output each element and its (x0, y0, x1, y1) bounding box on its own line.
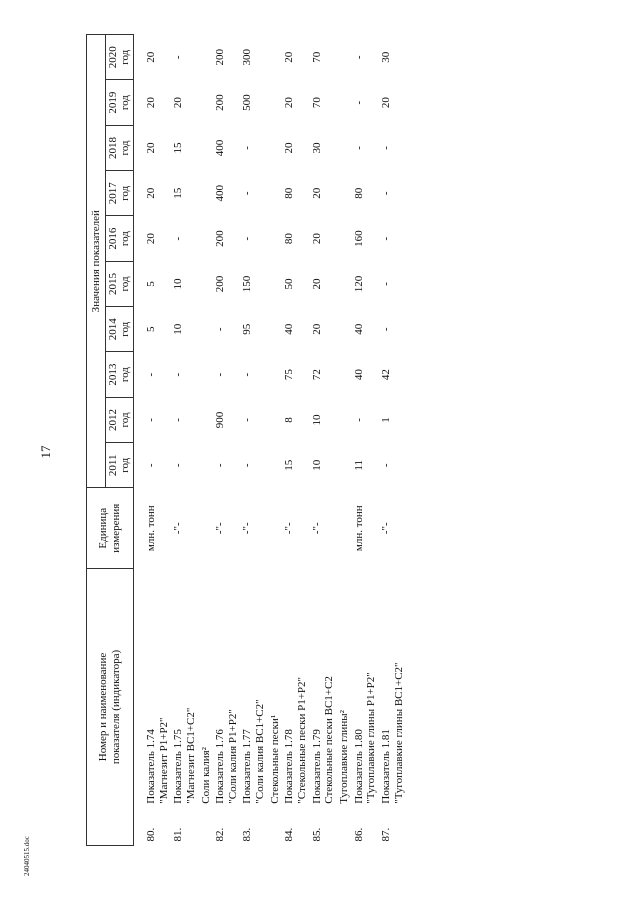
value-cell: 10 (310, 414, 323, 426)
section-row (268, 35, 283, 846)
value-cell (268, 443, 283, 488)
value-cell: 15 (172, 142, 185, 154)
value-cell: 15 (283, 459, 296, 471)
value-cell: - (241, 418, 254, 422)
value-cell: 20 (283, 51, 296, 63)
value-cell (268, 216, 283, 261)
value-cell (337, 125, 352, 170)
value-cell: - (214, 463, 227, 468)
value-cell (199, 35, 214, 80)
table-row (171, 35, 198, 846)
value-cell: - (214, 327, 227, 332)
header-year: 2013 год (106, 352, 134, 397)
value-cell (337, 216, 352, 261)
indicator-name: Показатель 1.79 Стекольные пески ВС1+С2 (310, 676, 336, 804)
value-cell: 200 (214, 48, 227, 66)
table-row (282, 35, 309, 846)
value-cell: 80 (283, 187, 296, 199)
value-cell: 15 (172, 187, 185, 199)
header-year: 2019 год (106, 80, 134, 125)
section-row (199, 35, 214, 846)
value-cell (337, 261, 352, 306)
value-cell: 160 (352, 230, 365, 247)
value-cell: 80 (283, 233, 296, 245)
value-cell: 72 (310, 369, 323, 381)
value-cell: 20 (283, 142, 296, 154)
value-cell (199, 352, 214, 397)
value-cell: - (145, 418, 157, 422)
value-cell: - (352, 55, 365, 60)
section-row (337, 35, 352, 846)
value-cell: - (214, 372, 227, 377)
section-title: Стекольные пески¹ (268, 714, 281, 804)
value-cell: - (379, 282, 392, 286)
value-cell: 20 (145, 187, 157, 199)
indicator-name: Показатель 1.80 "Тугоплавкие глины Р1+Р2" (352, 672, 378, 804)
row-number: 80. (145, 827, 157, 842)
row-number: 86. (352, 827, 365, 842)
value-cell: 20 (379, 97, 392, 109)
indicator-name: Показатель 1.81 "Тугоплавкие глины ВС1+С2" (379, 662, 405, 804)
value-cell: 10 (310, 459, 323, 471)
value-cell (199, 443, 214, 488)
unit-cell: -"- (310, 522, 323, 535)
value-cell: 50 (283, 278, 296, 290)
indicator-name: Показатель 1.78 "Стекольные пески Р1+Р2" (283, 676, 309, 804)
value-cell: 42 (379, 369, 392, 381)
table-row (310, 35, 337, 846)
value-cell: 30 (310, 142, 323, 154)
value-cell (199, 397, 214, 442)
value-cell: - (145, 372, 157, 377)
value-cell: - (352, 418, 365, 422)
header-number-and-name: Номер и наименование показателя (индикатора) (87, 569, 134, 846)
unit-cell (337, 488, 352, 569)
value-cell (268, 171, 283, 216)
table-row (213, 35, 240, 846)
value-cell: 40 (352, 323, 365, 335)
value-cell: - (379, 327, 392, 332)
value-cell (199, 80, 214, 125)
unit-cell (199, 488, 214, 569)
value-cell: - (379, 463, 392, 468)
unit-cell: -"- (283, 522, 296, 535)
row-number: 85. (310, 827, 323, 842)
value-cell: - (379, 236, 392, 241)
indicators-table (86, 34, 406, 846)
value-cell: 70 (310, 97, 323, 109)
value-cell: 80 (352, 187, 365, 199)
value-cell (337, 443, 352, 488)
row-number (337, 808, 352, 846)
unit-cell: млн. тонн (145, 505, 157, 552)
value-cell: 300 (241, 48, 254, 66)
section-title: Тугоплавкие глины² (337, 710, 350, 804)
value-cell: 8 (283, 417, 296, 423)
unit-cell (268, 488, 283, 569)
table-row (352, 35, 379, 846)
value-cell: 20 (310, 323, 323, 335)
value-cell (337, 80, 352, 125)
value-cell: 1 (379, 417, 392, 423)
value-cell: - (241, 463, 254, 468)
header-year: 2014 год (106, 307, 134, 352)
header-year: 2020 год (106, 35, 134, 80)
value-cell (199, 261, 214, 306)
value-cell: - (352, 146, 365, 150)
value-cell: - (241, 146, 254, 150)
value-cell: - (172, 418, 185, 422)
indicator-name: Показатель 1.74 "Магнезит Р1+Р2" (145, 717, 170, 804)
value-cell: 20 (283, 97, 296, 109)
unit-cell: -"- (241, 522, 254, 535)
value-cell: - (172, 236, 185, 241)
value-cell: 120 (352, 275, 365, 293)
value-cell: 900 (214, 411, 227, 429)
value-cell: - (145, 463, 157, 468)
header-year: 2012 год (106, 397, 134, 442)
value-cell: - (241, 372, 254, 377)
value-cell: 200 (214, 275, 227, 293)
value-cell (268, 397, 283, 442)
row-number (268, 808, 283, 846)
value-cell: 20 (145, 51, 157, 63)
unit-cell: -"- (214, 522, 227, 535)
page-number: 17 (38, 445, 53, 459)
value-cell: 20 (145, 233, 157, 245)
value-cell: 75 (283, 369, 296, 381)
value-cell: 200 (214, 94, 227, 111)
header-year: 2011 год (106, 443, 134, 488)
header-year: 2017 год (106, 171, 134, 216)
value-cell: 20 (172, 97, 185, 109)
header-values: Значения показателей (87, 35, 106, 488)
value-cell (199, 171, 214, 216)
header-year: 2015 год (106, 261, 134, 306)
value-cell (268, 352, 283, 397)
header-year: 2018 год (106, 125, 134, 170)
value-cell: 20 (310, 233, 323, 245)
value-cell (337, 171, 352, 216)
value-cell (337, 352, 352, 397)
row-number: 84. (283, 827, 296, 842)
value-cell (268, 307, 283, 352)
indicator-name: Показатель 1.75 "Магнезит ВС1+С2" (172, 707, 197, 804)
value-cell: 40 (352, 369, 365, 381)
value-cell (268, 80, 283, 125)
value-cell: 200 (214, 230, 227, 247)
indicator-name: Показатель 1.77 "Соли калия ВС1+С2" (241, 699, 267, 804)
row-number: 82. (214, 827, 227, 842)
value-cell: 20 (145, 97, 157, 109)
value-cell: - (379, 146, 392, 150)
document-id: 24040515.doc (23, 836, 31, 876)
table-row (379, 35, 406, 846)
value-cell (268, 125, 283, 170)
value-cell: 400 (214, 185, 227, 202)
value-cell: 10 (172, 323, 185, 335)
value-cell: - (172, 463, 185, 468)
value-cell: - (379, 191, 392, 196)
value-cell: 95 (241, 323, 254, 335)
value-cell: 150 (241, 275, 254, 293)
value-cell (268, 261, 283, 306)
value-cell (337, 397, 352, 442)
row-number: 81. (172, 827, 185, 842)
section-title: Соли калия² (199, 747, 212, 804)
table-row (144, 35, 171, 846)
value-cell: 70 (310, 51, 323, 63)
value-cell: - (241, 191, 254, 196)
value-cell: 30 (379, 51, 392, 63)
unit-cell: -"- (172, 522, 185, 535)
value-cell: 500 (241, 94, 254, 111)
value-cell: 20 (310, 278, 323, 290)
value-cell (268, 35, 283, 80)
value-cell: 10 (172, 278, 185, 290)
row-number: 83. (241, 827, 254, 842)
value-cell: 20 (310, 187, 323, 199)
value-cell: - (241, 236, 254, 241)
value-cell: 40 (283, 323, 296, 335)
value-cell: - (172, 372, 185, 377)
value-cell: 5 (145, 326, 157, 333)
value-cell: 5 (145, 281, 157, 287)
value-cell (199, 307, 214, 352)
row-number (199, 808, 214, 846)
value-cell (337, 35, 352, 80)
rotated-table-wrapper (86, 34, 596, 846)
row-number: 87. (379, 827, 392, 842)
value-cell: 400 (214, 139, 227, 157)
indicator-name: Показатель 1.76 "Соли калия Р1+Р2" (214, 709, 239, 804)
value-cell: 20 (145, 142, 157, 154)
header-unit: Единица измерения (87, 488, 134, 569)
table-row (240, 35, 267, 846)
value-cell (199, 125, 214, 170)
header-year: 2016 год (106, 216, 134, 261)
value-cell: - (172, 55, 185, 60)
value-cell (199, 216, 214, 261)
unit-cell: -"- (379, 522, 392, 535)
value-cell (337, 307, 352, 352)
value-cell: - (352, 100, 365, 105)
unit-cell: млн. тонн (352, 505, 365, 552)
value-cell: 11 (352, 459, 365, 471)
